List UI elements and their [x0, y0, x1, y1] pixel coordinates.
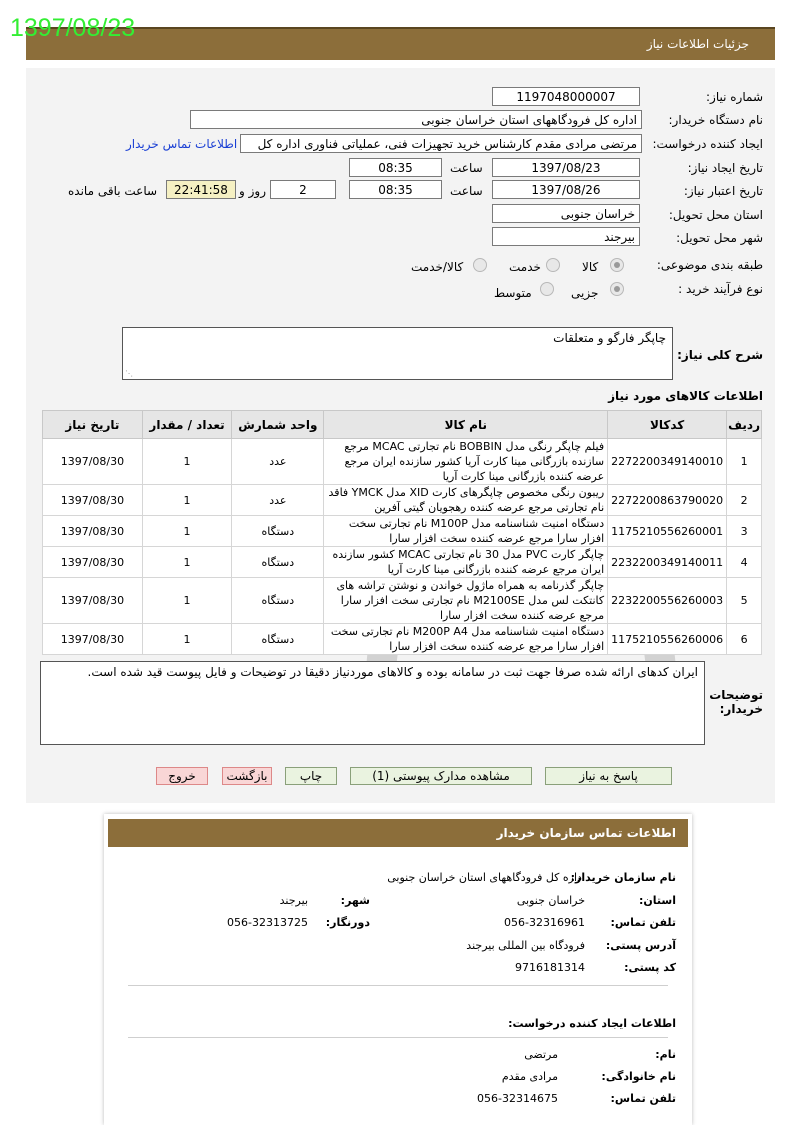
buyer-notes-label: توضیحات خریدار: — [709, 688, 763, 716]
need-number-label: شماره نیاز: — [706, 90, 763, 104]
col-header-unit: واحد شمارش — [232, 411, 324, 439]
items-section-title: اطلاعات کالاهای مورد نیاز — [608, 389, 763, 403]
reply-button[interactable]: پاسخ به نیاز — [545, 767, 672, 785]
cell-code: 2272200349140010 — [608, 439, 727, 485]
cell-qty: 1 — [142, 624, 231, 655]
contact-divider — [128, 985, 668, 986]
cell-code: 2232200349140011 — [608, 547, 727, 578]
city-field[interactable]: بیرجند — [492, 227, 640, 246]
category-both-label: کالا/خدمت — [411, 260, 464, 274]
cell-row: 3 — [727, 516, 762, 547]
cell-unit: دستگاه — [232, 547, 324, 578]
contact-title: اطلاعات تماس سازمان خریدار — [496, 826, 676, 840]
process-minor-radio[interactable] — [610, 282, 624, 296]
table-row[interactable] — [43, 624, 762, 655]
cell-date: 1397/08/30 — [43, 485, 143, 516]
process-medium-label: متوسط — [494, 286, 532, 300]
contact-fax-value: 056-32313725 — [227, 916, 308, 929]
valid-time-field[interactable]: 08:35 — [349, 180, 442, 199]
contact-city-value: بیرجند — [279, 894, 308, 907]
cell-qty: 1 — [142, 485, 231, 516]
buyer-field[interactable]: اداره کل فرودگاههای استان خراسان جنوبی — [190, 110, 642, 129]
created-time-label: ساعت — [450, 161, 483, 175]
col-header-row: ردیف — [727, 411, 762, 439]
contact-phone-value: 056-32316961 — [504, 916, 585, 929]
buyer-contact-panel — [104, 814, 692, 1125]
process-minor-label: جزیی — [571, 286, 599, 300]
description-text: چاپگر فارگو و متعلقات — [553, 331, 666, 345]
cell-date: 1397/08/30 — [43, 547, 143, 578]
cell-code: 2272200863790020 — [608, 485, 727, 516]
creator-field[interactable]: مرتضی مرادی مقدم کارشناس خرید تجهیزات فنی، عملیاتی فناوری اداره کل — [240, 134, 642, 153]
creator-first-name-label: نام: — [655, 1048, 676, 1061]
cell-row: 4 — [727, 547, 762, 578]
contact-province-value: خراسان جنوبی — [516, 894, 585, 907]
description-textarea[interactable] — [122, 327, 673, 380]
province-label: استان محل تحویل: — [668, 208, 763, 222]
description-label: شرح کلی نیاز: — [677, 348, 763, 362]
contact-province-label: استان: — [639, 894, 676, 907]
buyer-contact-link[interactable]: اطلاعات تماس خریدار — [126, 137, 238, 151]
cell-qty: 1 — [142, 439, 231, 485]
resize-grip-icon[interactable]: ⋰ — [125, 369, 133, 378]
cell-unit: دستگاه — [232, 578, 324, 624]
back-button[interactable]: بازگشت — [222, 767, 272, 785]
cell-unit: عدد — [232, 485, 324, 516]
items-table-header — [43, 411, 762, 439]
created-time-field[interactable]: 08:35 — [349, 158, 442, 177]
contact-org-value: اداره کل فرودگاههای استان خراسان جنوبی — [387, 871, 585, 884]
remaining-time-field: 22:41:58 — [166, 180, 236, 199]
col-header-name: نام کالا — [324, 411, 608, 439]
valid-date-field[interactable]: 1397/08/26 — [492, 180, 640, 199]
category-label: طبقه بندی موضوعی: — [656, 258, 763, 272]
creator-first-name-value: مرتضی — [524, 1048, 558, 1061]
cell-qty: 1 — [142, 578, 231, 624]
remaining-label: ساعت باقی مانده — [68, 184, 158, 198]
contact-address-value: فرودگاه بین المللی بیرجند — [466, 939, 585, 952]
cell-code: 2232200556260003 — [608, 578, 727, 624]
province-field[interactable]: خراسان جنوبی — [492, 204, 640, 223]
exit-button[interactable]: خروج — [156, 767, 208, 785]
creator-last-name-label: نام خانوادگی: — [601, 1070, 676, 1083]
cell-date: 1397/08/30 — [43, 439, 143, 485]
contact-header — [108, 819, 688, 847]
contact-phone-label: تلفن تماس: — [610, 916, 676, 929]
cell-name: چاپگر گذرنامه به همراه ماژول خواندن و نوشتن تراشه های کانتکت لس مدل M2100SE نام تجارتی سخت افزار سارا مرجع عرضه کننده سخت افزار سارا — [324, 578, 608, 624]
creator-phone-label: تلفن تماس: — [610, 1092, 676, 1105]
contact-postal-label: کد پستی: — [624, 961, 676, 974]
created-date-field[interactable]: 1397/08/23 — [492, 158, 640, 177]
table-row[interactable] — [43, 547, 762, 578]
buyer-label: نام دستگاه خریدار: — [668, 113, 763, 127]
category-goods-label: کالا — [582, 260, 599, 274]
page-header — [26, 27, 775, 60]
cell-name: فیلم چاپگر رنگی مدل BOBBIN نام تجارتی MCAC مرجع سازنده بازرگانی مینا کارت آریا کشور سازنده ایران مرجع عرضه کننده بازرگانی مینا کارت آریا — [324, 439, 608, 485]
cell-row: 5 — [727, 578, 762, 624]
contact-city-label: شهر: — [340, 894, 370, 907]
creator-phone-value: 056-32314675 — [477, 1092, 558, 1105]
process-label: نوع فرآیند خرید : — [678, 282, 763, 296]
contact-address-label: آدرس پستی: — [605, 939, 676, 952]
print-button[interactable]: چاپ — [285, 767, 337, 785]
contact-postal-value: 9716181314 — [515, 961, 585, 974]
cell-unit: دستگاه — [232, 516, 324, 547]
attachments-button[interactable]: مشاهده مدارک پیوستی (1) — [350, 767, 532, 785]
cell-row: 6 — [727, 624, 762, 655]
cell-code: 1175210556260001 — [608, 516, 727, 547]
cell-qty: 1 — [142, 516, 231, 547]
table-row[interactable] — [43, 578, 762, 624]
need-details-panel — [26, 68, 775, 803]
table-row[interactable] — [43, 516, 762, 547]
col-header-date: تاریخ نیاز — [43, 411, 143, 439]
table-row[interactable] — [43, 485, 762, 516]
creator-divider — [128, 1037, 668, 1038]
valid-date-label: تاریخ اعتبار نیاز: — [683, 184, 763, 198]
cell-qty: 1 — [142, 547, 231, 578]
table-row[interactable] — [43, 439, 762, 485]
date-stamp: 1397/08/23 — [10, 14, 136, 42]
need-number-field[interactable]: 1197048000007 — [492, 87, 640, 106]
process-medium-radio[interactable] — [540, 282, 554, 296]
cell-unit: عدد — [232, 439, 324, 485]
items-table — [42, 410, 762, 655]
cell-row: 1 — [727, 439, 762, 485]
cell-date: 1397/08/30 — [43, 516, 143, 547]
category-both-radio[interactable] — [473, 258, 487, 272]
category-service-radio[interactable] — [546, 258, 560, 272]
city-label: شهر محل تحویل: — [676, 231, 763, 245]
cell-date: 1397/08/30 — [43, 578, 143, 624]
days-field[interactable]: 2 — [270, 180, 336, 199]
category-service-label: خدمت — [509, 260, 541, 274]
created-date-label: تاریخ ایجاد نیاز: — [687, 161, 763, 175]
cell-name: ریبون رنگی مخصوص چاپگرهای کارت XID مدل YMCK فاقد نام تجارتی مرجع عرضه کننده رهجویان گیتی آفرین — [324, 485, 608, 516]
page-title: جزئیات اطلاعات نیاز — [646, 37, 749, 51]
days-label: روز و — [239, 184, 266, 198]
valid-time-label: ساعت — [450, 184, 483, 198]
buyer-notes-textarea[interactable] — [40, 661, 705, 745]
cell-row: 2 — [727, 485, 762, 516]
category-goods-radio[interactable] — [610, 258, 624, 272]
cell-unit: دستگاه — [232, 624, 324, 655]
creator-info-title: اطلاعات ایجاد کننده درخواست: — [508, 1017, 676, 1030]
contact-org-label: نام سازمان خریدار: — [570, 871, 676, 884]
col-header-qty: تعداد / مقدار — [142, 411, 231, 439]
creator-last-name-value: مرادی مقدم — [501, 1070, 558, 1083]
cell-name: دستگاه امنیت شناسنامه مدل M200P A4 نام تجارتی سخت افزار سارا مرجع عرضه کننده سخت افزار سارا — [324, 624, 608, 655]
cell-code: 1175210556260006 — [608, 624, 727, 655]
col-header-code: کدکالا — [608, 411, 727, 439]
creator-label: ایجاد کننده درخواست: — [652, 137, 763, 151]
cell-name: دستگاه امنیت شناسنامه مدل M100P نام تجارتی سخت افزار سارا مرجع عرضه کننده سخت افزار سارا — [324, 516, 608, 547]
buyer-notes-text: ایران کدهای ارائه شده صرفا جهت ثبت در سامانه بوده و کالاهای موردنیاز دقیقا در توضیحات و فایل پیوست قید شده است. — [87, 665, 698, 679]
cell-name: چاپگر کارت PVC مدل 30 نام تجارتی MCAC کشور سازنده ایران مرجع عرضه کننده بازرگانی مینا کارت آریا — [324, 547, 608, 578]
contact-fax-label: دورنگار: — [325, 916, 370, 929]
cell-date: 1397/08/30 — [43, 624, 143, 655]
